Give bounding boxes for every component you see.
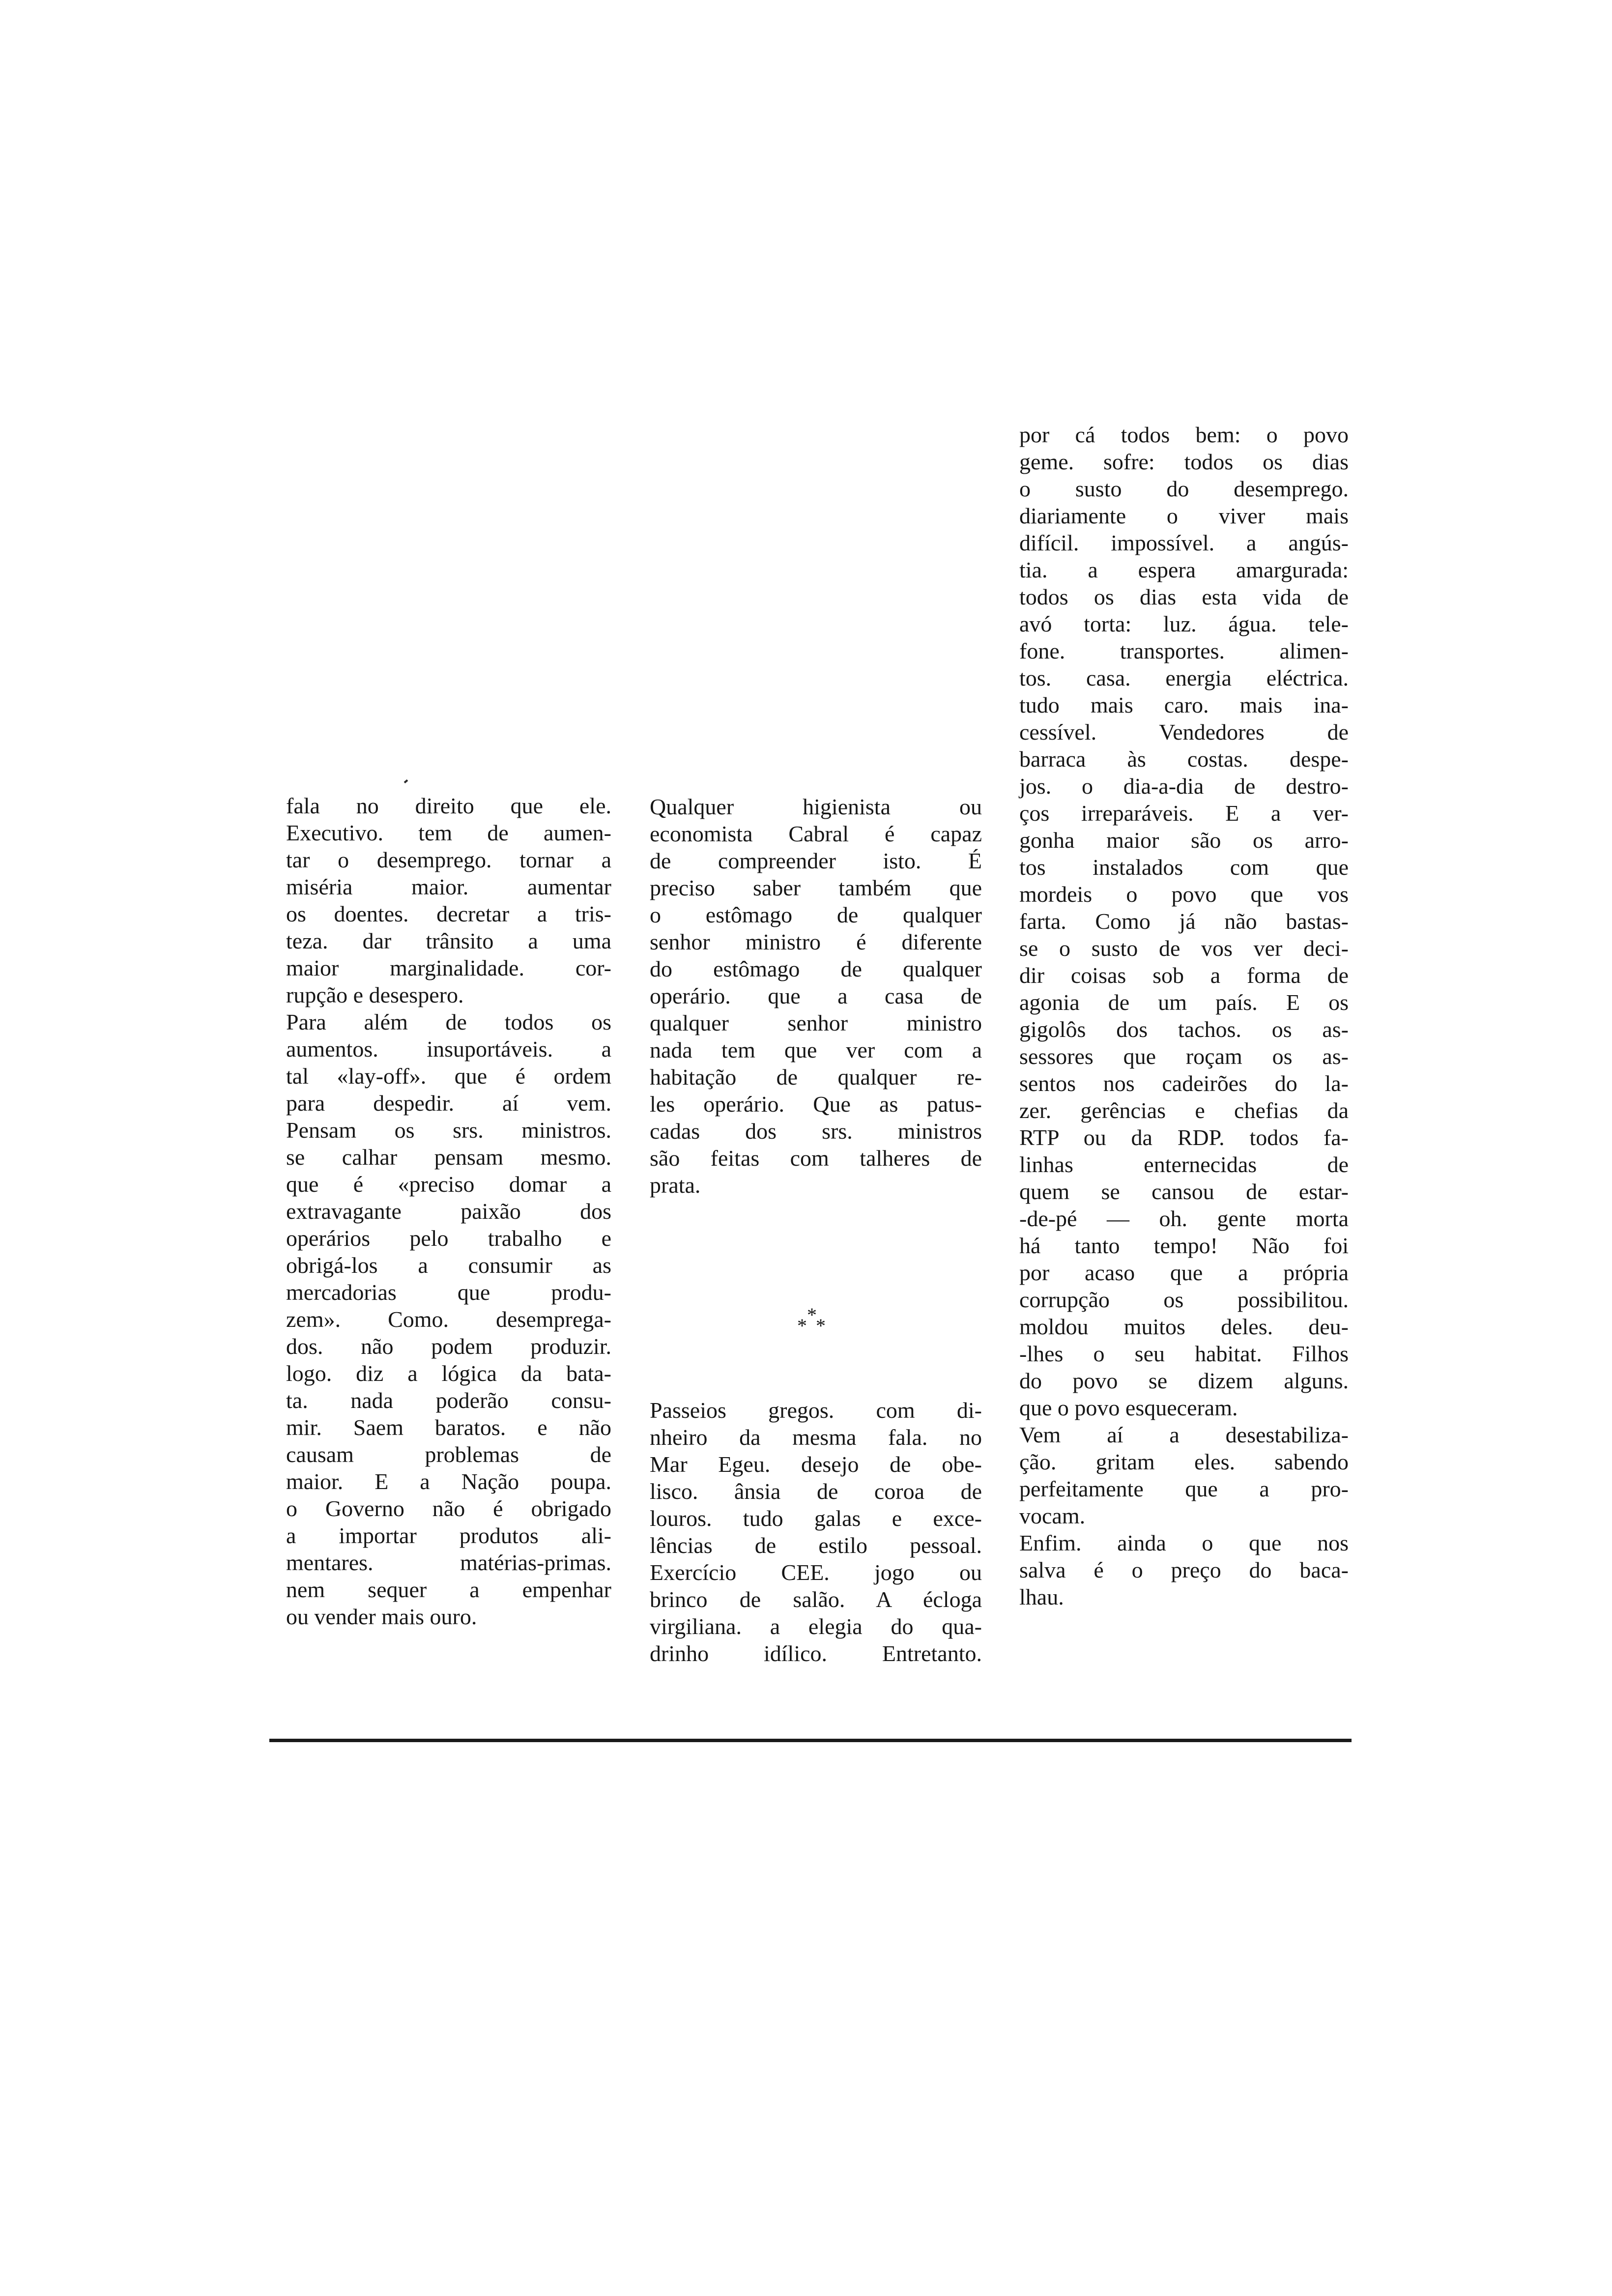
text-line: Executivo. tem de aumen- <box>286 820 611 845</box>
text-line: que o povo esqueceram. <box>1019 1395 1238 1420</box>
text-line: cessível. Vendedores de <box>1019 719 1349 745</box>
text-line: Mar Egeu. desejo de obe- <box>650 1452 982 1477</box>
article-column-middle <box>650 793 982 1199</box>
text-line: senhor ministro é diferente <box>650 929 982 954</box>
text-line: fone. transportes. alimen- <box>1019 638 1349 663</box>
text-line: gigolôs dos tachos. os as- <box>1019 1017 1349 1042</box>
text-line: mercadorias que produ- <box>286 1280 611 1305</box>
section-separator-asterisks <box>797 1305 832 1340</box>
text-line: mentares. matérias-primas. <box>286 1550 611 1575</box>
text-line: operários pelo trabalho e <box>286 1226 611 1251</box>
text-line: economista Cabral é capaz <box>650 821 982 846</box>
text-line: logo. diz a lógica da bata- <box>286 1361 611 1386</box>
text-line: barraca às costas. despe- <box>1019 746 1349 772</box>
text-line: zem». Como. desempregа- <box>286 1307 611 1332</box>
text-line: brinco de salão. A écloga <box>650 1587 982 1612</box>
text-line: tar o desemprego. tornar a <box>286 847 611 872</box>
text-line: Passeios gregos. com di- <box>650 1398 982 1423</box>
text-line: Qualquer higienista ou <box>650 794 982 819</box>
text-line: aumentos. insuportáveis. a <box>286 1036 611 1062</box>
text-line: -lhes o seu habitat. Filhos <box>1019 1341 1349 1366</box>
text-line: por acaso que a própria <box>1019 1260 1349 1285</box>
text-line: diariamente o viver mais <box>1019 503 1349 528</box>
text-line: tia. a espera amargurada: <box>1019 557 1349 582</box>
text-line: maior. E a Nação poupa. <box>286 1469 611 1494</box>
text-line: farta. Como já não bastas- <box>1019 909 1349 934</box>
text-line: cadas dos srs. ministros <box>650 1119 982 1144</box>
text-line: todos os dias esta vida de <box>1019 584 1349 609</box>
text-line: preciso saber também que <box>650 875 982 900</box>
text-line: se o susto de vos ver deci- <box>1019 936 1349 961</box>
text-line: gonha maior são os arro- <box>1019 828 1349 853</box>
text-line: virgiliana. a elegia do qua- <box>650 1614 982 1639</box>
text-line: difícil. impossível. a angús- <box>1019 530 1349 555</box>
text-line: tos instalados com que <box>1019 855 1349 880</box>
text-line: qualquer senhor ministro <box>650 1010 982 1035</box>
text-line: ção. gritam eles. sabendo <box>1019 1449 1349 1474</box>
text-line: fala no direito que ele. <box>286 793 611 818</box>
text-line: geme. sofre: todos os dias <box>1019 449 1349 474</box>
text-line: vocam. <box>1019 1503 1086 1528</box>
text-line: perfeitamente que a pro- <box>1019 1476 1349 1501</box>
text-line: do povo se dizem alguns. <box>1019 1368 1349 1393</box>
text-line: agonia de um país. E os <box>1019 990 1349 1015</box>
text-line: nem sequer a empenhar <box>286 1577 611 1602</box>
text-line: RTP ou da RDP. todos fa- <box>1019 1125 1349 1150</box>
text-line: Exercício CEE. jogo ou <box>650 1560 982 1585</box>
article-column-left <box>286 792 611 1630</box>
text-line: operário. que a casa de <box>650 983 982 1008</box>
text-line: tudo mais caro. mais ina- <box>1019 692 1349 718</box>
text-line: quem se cansou de estar- <box>1019 1179 1349 1204</box>
text-line: sentos nos cadeirões do la- <box>1019 1071 1349 1096</box>
text-line: lências de estilo pessoal. <box>650 1533 982 1558</box>
text-line: a importar produtos ali- <box>286 1523 611 1548</box>
print-mark <box>404 779 408 783</box>
asterisk-bottom-left: * <box>797 1315 807 1337</box>
text-line: do estômago de qualquer <box>650 956 982 981</box>
text-line: extravagante paixão dos <box>286 1199 611 1224</box>
text-line: ços irreparáveis. E a ver- <box>1019 801 1349 826</box>
text-line: Vem aí a desestabiliza- <box>1019 1422 1349 1447</box>
asterisk-top: * <box>807 1304 817 1326</box>
text-line: por cá todos bem: o povo <box>1019 422 1349 447</box>
text-line: o estômago de qualquer <box>650 902 982 927</box>
bottom-rule <box>269 1739 1352 1742</box>
text-line: nheiro da mesma fala. no <box>650 1425 982 1450</box>
text-line: o susto do desemprego. <box>1019 476 1349 501</box>
text-line: mordeis o povo que vos <box>1019 882 1349 907</box>
text-line: drinho idílico. Entretanto. <box>650 1641 982 1666</box>
text-line: -de-pé — oh. gente morta <box>1019 1206 1349 1231</box>
text-line: tos. casa. energia eléctrica. <box>1019 665 1349 690</box>
text-line: Pensam os srs. ministros. <box>286 1118 611 1143</box>
text-line: salva é o preço do baca- <box>1019 1557 1349 1582</box>
text-line: lhau. <box>1019 1584 1064 1609</box>
text-line: causam problemas de <box>286 1442 611 1467</box>
text-line: se calhar pensam mesmo. <box>286 1145 611 1170</box>
text-line: obrigá-los a consumir as <box>286 1253 611 1278</box>
text-line: mir. Saem baratos. e não <box>286 1415 611 1440</box>
text-line: que é «preciso domar a <box>286 1172 611 1197</box>
article-column-right <box>1019 421 1349 1610</box>
text-line: lisco. ânsia de coroa de <box>650 1479 982 1504</box>
text-line: les operário. Que as patus- <box>650 1091 982 1117</box>
text-line: corrupção os possibilitou. <box>1019 1287 1349 1312</box>
asterisk-bottom-right: * <box>816 1315 826 1337</box>
text-line: rupção e desespero. <box>286 982 464 1007</box>
text-line: prata. <box>650 1173 701 1198</box>
text-line: sessores que roçam os as- <box>1019 1044 1349 1069</box>
text-line: ta. nada poderão consu- <box>286 1388 611 1413</box>
text-line: dos. não podem produzir. <box>286 1334 611 1359</box>
text-line: jos. o dia-a-dia de destro- <box>1019 774 1349 799</box>
text-line: nada tem que ver com a <box>650 1037 982 1062</box>
text-line: avó torta: luz. água. tele- <box>1019 611 1349 636</box>
text-line: para despedir. aí vem. <box>286 1091 611 1116</box>
text-line: de compreender isto. É <box>650 848 982 873</box>
text-line: linhas enternecidas de <box>1019 1152 1349 1177</box>
article-column-middle-lower <box>650 1397 982 1667</box>
text-line: há tanto tempo! Não foi <box>1019 1233 1349 1258</box>
text-line: moldou muitos deles. deu- <box>1019 1314 1349 1339</box>
text-line: o Governo não é obrigado <box>286 1496 611 1521</box>
text-line: maior marginalidade. cor- <box>286 955 611 980</box>
text-line: habitação de qualquer re- <box>650 1064 982 1090</box>
text-line: zer. gerências e chefias da <box>1019 1098 1349 1123</box>
text-line: miséria maior. aumentar <box>286 874 611 899</box>
text-line: tal «lay-off». que é ordem <box>286 1063 611 1089</box>
text-line: Para além de todos os <box>286 1009 611 1034</box>
text-line: os doentes. decretar a tris- <box>286 901 611 926</box>
text-line: ou vender mais ouro. <box>286 1604 477 1629</box>
text-line: Enfim. ainda o que nos <box>1019 1530 1349 1555</box>
text-line: louros. tudo galas e exce- <box>650 1506 982 1531</box>
text-line: dir coisas sob a forma de <box>1019 963 1349 988</box>
text-line: teza. dar trânsito a uma <box>286 928 611 953</box>
text-line: são feitas com talheres de <box>650 1146 982 1171</box>
